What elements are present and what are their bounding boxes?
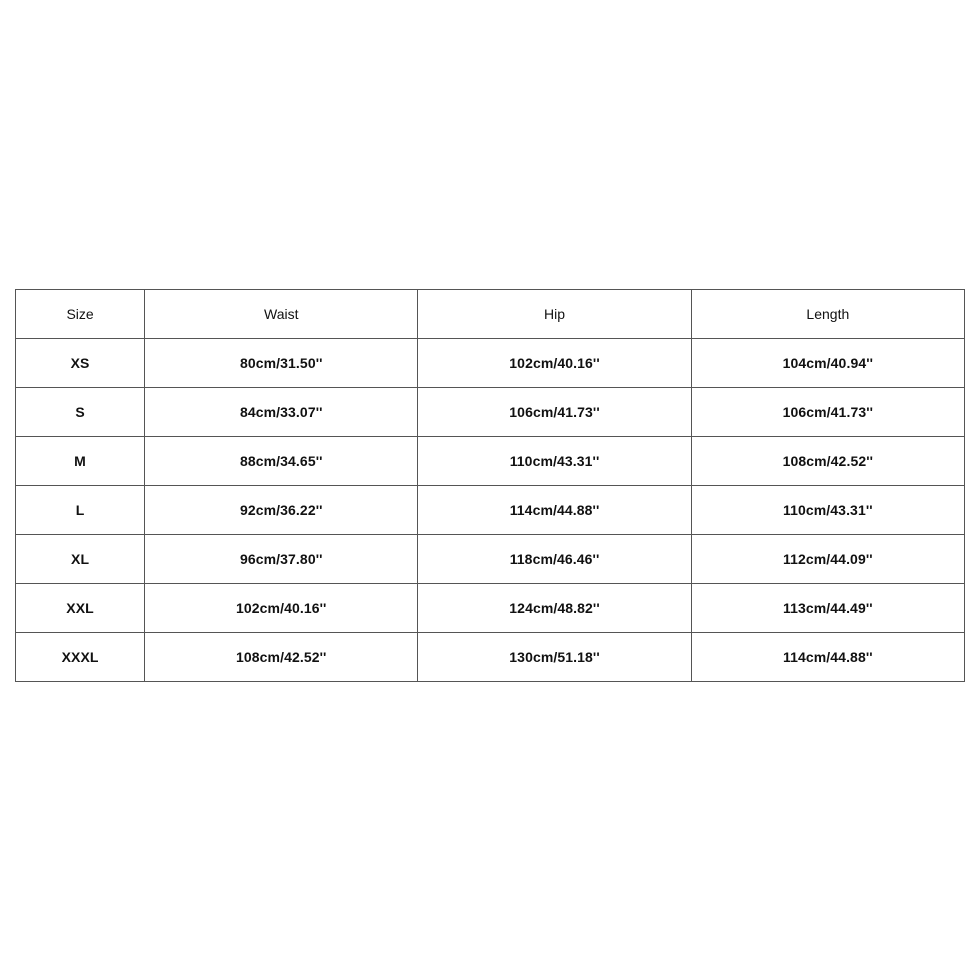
cell-size: XS (16, 339, 145, 388)
table-row (16, 486, 965, 535)
cell-waist: 92cm/36.22'' (145, 486, 418, 535)
cell-size: XXXL (16, 633, 145, 682)
table-row (16, 339, 965, 388)
cell-length: 112cm/44.09'' (691, 535, 964, 584)
cell-waist: 84cm/33.07'' (145, 388, 418, 437)
cell-hip: 114cm/44.88'' (418, 486, 691, 535)
cell-hip: 118cm/46.46'' (418, 535, 691, 584)
size-chart-table (15, 289, 965, 682)
header-hip: Hip (418, 290, 691, 339)
header-length: Length (691, 290, 964, 339)
table-row (16, 584, 965, 633)
cell-size: L (16, 486, 145, 535)
cell-length: 104cm/40.94'' (691, 339, 964, 388)
cell-hip: 106cm/41.73'' (418, 388, 691, 437)
cell-waist: 80cm/31.50'' (145, 339, 418, 388)
cell-size: XL (16, 535, 145, 584)
cell-length: 110cm/43.31'' (691, 486, 964, 535)
cell-length: 106cm/41.73'' (691, 388, 964, 437)
cell-hip: 124cm/48.82'' (418, 584, 691, 633)
cell-hip: 102cm/40.16'' (418, 339, 691, 388)
cell-waist: 96cm/37.80'' (145, 535, 418, 584)
header-waist: Waist (145, 290, 418, 339)
cell-length: 113cm/44.49'' (691, 584, 964, 633)
cell-hip: 130cm/51.18'' (418, 633, 691, 682)
table-header-row (16, 290, 965, 339)
cell-length: 114cm/44.88'' (691, 633, 964, 682)
table-row (16, 437, 965, 486)
cell-length: 108cm/42.52'' (691, 437, 964, 486)
cell-waist: 108cm/42.52'' (145, 633, 418, 682)
cell-size: XXL (16, 584, 145, 633)
table-row (16, 388, 965, 437)
cell-waist: 88cm/34.65'' (145, 437, 418, 486)
header-size: Size (16, 290, 145, 339)
cell-waist: 102cm/40.16'' (145, 584, 418, 633)
table-row (16, 535, 965, 584)
table-row (16, 633, 965, 682)
cell-hip: 110cm/43.31'' (418, 437, 691, 486)
cell-size: S (16, 388, 145, 437)
cell-size: M (16, 437, 145, 486)
